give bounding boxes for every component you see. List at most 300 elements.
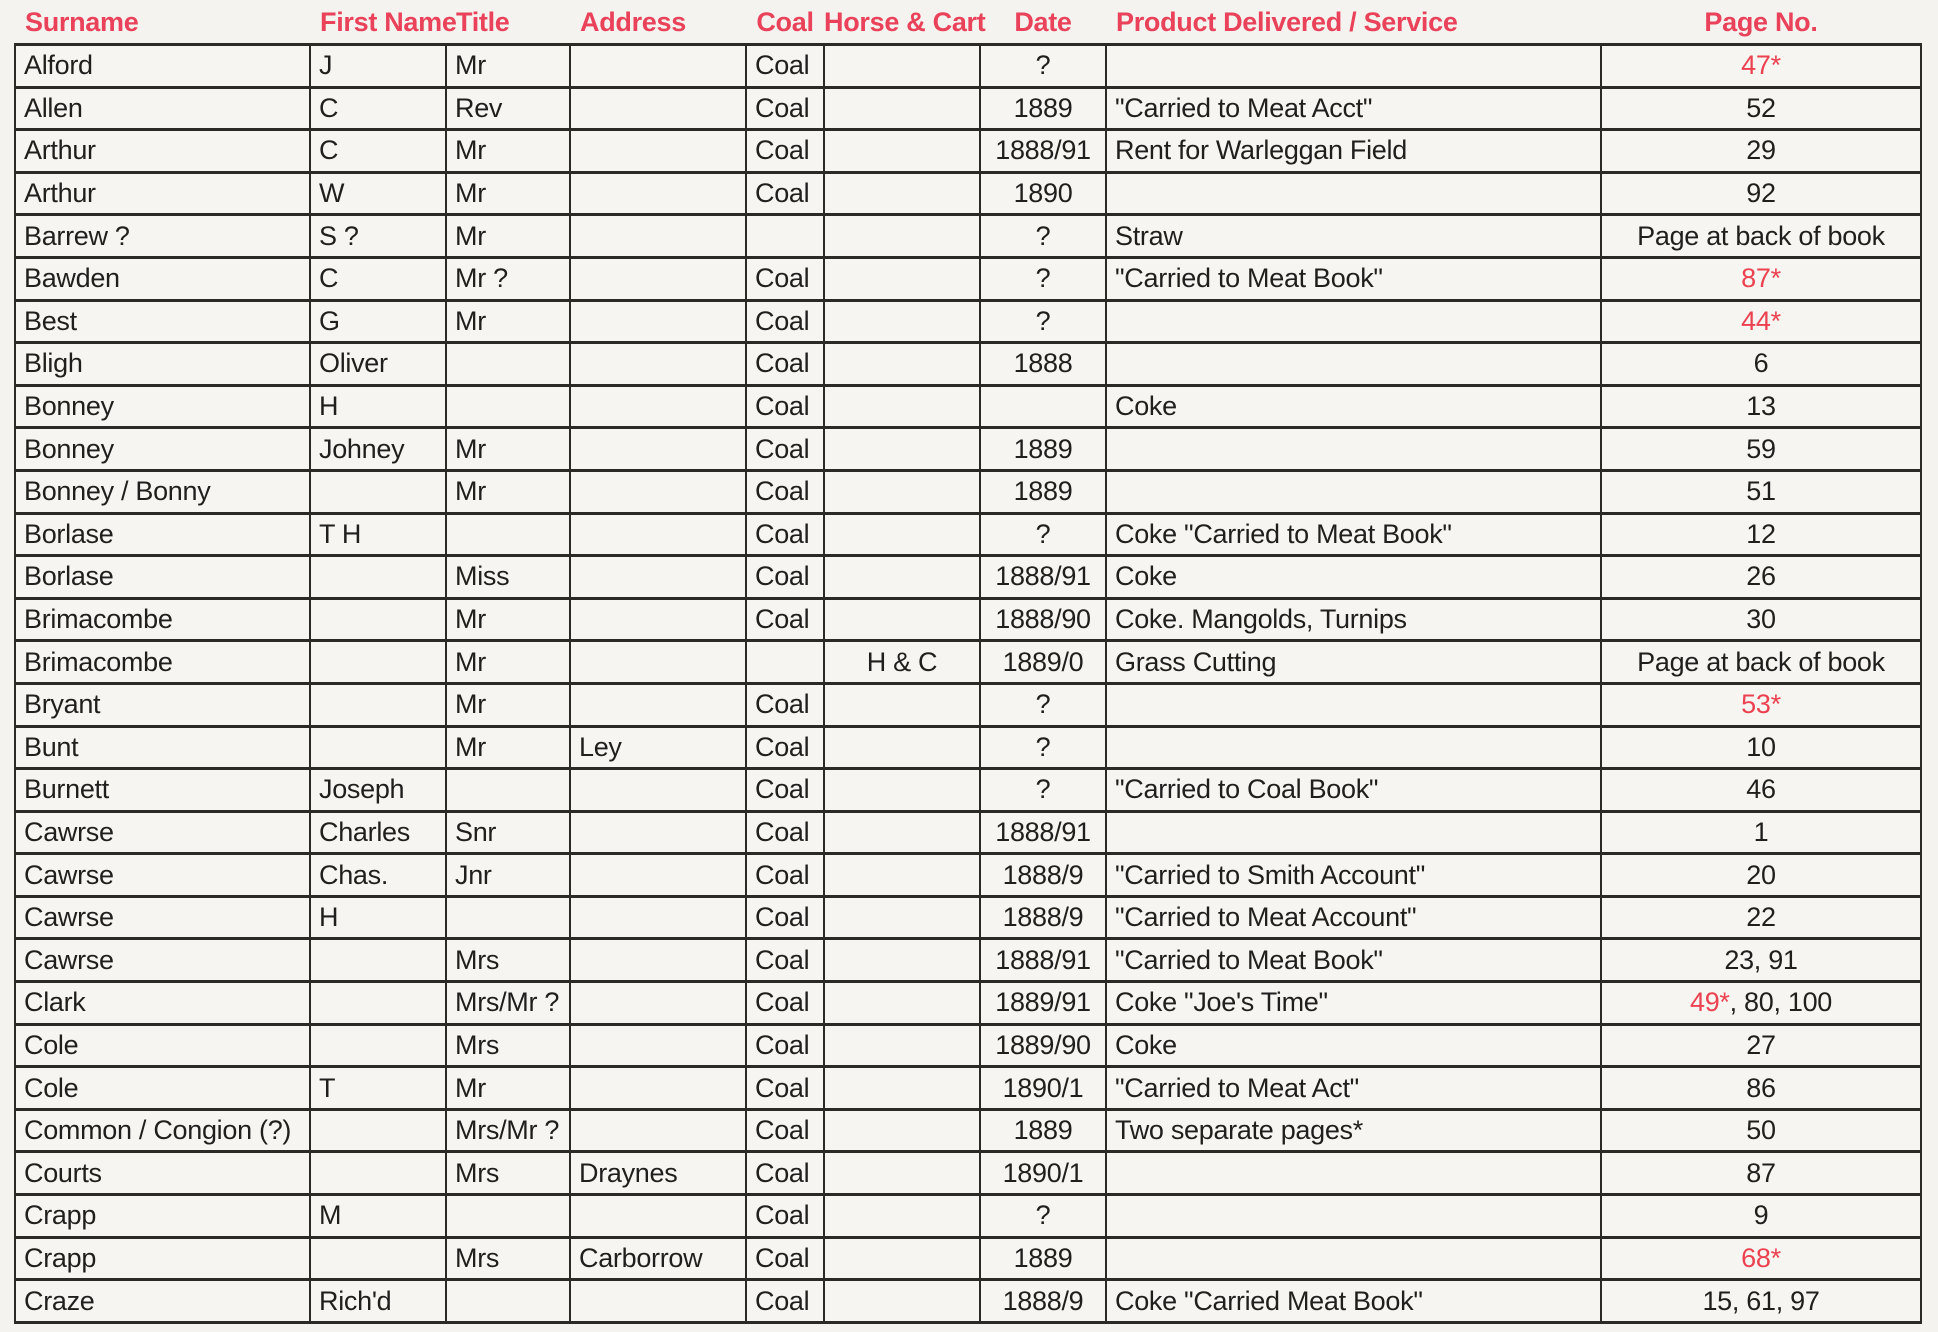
table-row — [15, 1237, 1921, 1280]
cell-coal: Coal — [746, 1152, 824, 1195]
cell-product: "Carried to Smith Account" — [1106, 854, 1601, 897]
cell-first-name: Charles — [310, 811, 446, 854]
page-number: 51 — [1746, 476, 1776, 507]
cell-product — [1106, 300, 1601, 343]
page-number: 87 — [1746, 1157, 1776, 1188]
cell-title — [446, 896, 570, 939]
header-row — [15, 4, 1921, 45]
cell-surname: Brimacombe — [15, 598, 310, 641]
cell-date: 1888/91 — [980, 811, 1106, 854]
cell-address — [570, 1024, 746, 1067]
cell-horse-cart — [824, 726, 980, 769]
cell-address — [570, 811, 746, 854]
cell-address — [570, 513, 746, 556]
header-product: Product Delivered / Service — [1116, 6, 1458, 37]
header-first-name: First Name — [320, 6, 457, 37]
table-row — [15, 939, 1921, 982]
cell-page-no — [1601, 87, 1921, 130]
header-title: Title — [456, 6, 510, 37]
table-row — [15, 598, 1921, 641]
cell-surname: Cawrse — [15, 896, 310, 939]
cell-title: Mr — [446, 215, 570, 258]
cell-date: 1889 — [980, 470, 1106, 513]
cell-title: Mrs — [446, 939, 570, 982]
cell-coal: Coal — [746, 1109, 824, 1152]
cell-date: ? — [980, 45, 1106, 88]
cell-title — [446, 1195, 570, 1238]
cell-first-name: Johney — [310, 428, 446, 471]
cell-surname: Bonney — [15, 385, 310, 428]
cell-first-name — [310, 982, 446, 1025]
cell-page-no — [1601, 343, 1921, 386]
cell-product: Coke "Carried to Meat Book" — [1106, 513, 1601, 556]
cell-first-name: Joseph — [310, 769, 446, 812]
cell-address — [570, 1280, 746, 1323]
cell-coal: Coal — [746, 726, 824, 769]
cell-address: Ley — [570, 726, 746, 769]
cell-title — [446, 343, 570, 386]
cell-product — [1106, 343, 1601, 386]
cell-product: "Carried to Coal Book" — [1106, 769, 1601, 812]
page-number: Page at back of book — [1637, 220, 1885, 251]
cell-coal: Coal — [746, 130, 824, 173]
cell-title: Mrs — [446, 1152, 570, 1195]
cell-date: 1889 — [980, 1109, 1106, 1152]
starred-page-number: 87* — [1741, 263, 1781, 294]
cell-title: Rev — [446, 87, 570, 130]
page-number: 27 — [1746, 1029, 1776, 1060]
cell-horse-cart: H & C — [824, 641, 980, 684]
cell-surname: Crapp — [15, 1237, 310, 1280]
cell-horse-cart — [824, 896, 980, 939]
table-header — [15, 4, 1921, 45]
cell-horse-cart — [824, 854, 980, 897]
cell-surname: Bunt — [15, 726, 310, 769]
cell-coal: Coal — [746, 683, 824, 726]
cell-page-no — [1601, 1152, 1921, 1195]
table-row — [15, 470, 1921, 513]
cell-date: 1889/90 — [980, 1024, 1106, 1067]
page-number: 6 — [1753, 348, 1769, 379]
header-address: Address — [580, 6, 686, 37]
table-row — [15, 343, 1921, 386]
cell-date: ? — [980, 215, 1106, 258]
cell-surname: Bryant — [15, 683, 310, 726]
cell-horse-cart — [824, 45, 980, 88]
cell-product: Coke "Carried Meat Book" — [1106, 1280, 1601, 1323]
cell-horse-cart — [824, 1152, 980, 1195]
table-row — [15, 428, 1921, 471]
cell-product: Coke — [1106, 385, 1601, 428]
cell-date: 1890/1 — [980, 1152, 1106, 1195]
cell-surname: Arthur — [15, 130, 310, 173]
cell-address — [570, 300, 746, 343]
cell-first-name: M — [310, 1195, 446, 1238]
cell-product: Coke "Joe's Time" — [1106, 982, 1601, 1025]
page-number: 59 — [1746, 433, 1776, 464]
cell-horse-cart — [824, 428, 980, 471]
cell-address — [570, 130, 746, 173]
cell-date: 1888/91 — [980, 130, 1106, 173]
header-coal: Coal — [756, 6, 814, 37]
cell-title: Mrs — [446, 1237, 570, 1280]
cell-first-name: J — [310, 45, 446, 88]
cell-horse-cart — [824, 939, 980, 982]
cell-surname: Allen — [15, 87, 310, 130]
cell-address: Draynes — [570, 1152, 746, 1195]
page-number: 13 — [1746, 391, 1776, 422]
cell-title: Mr — [446, 726, 570, 769]
cell-surname: Bonney / Bonny — [15, 470, 310, 513]
cell-product — [1106, 683, 1601, 726]
cell-first-name — [310, 1109, 446, 1152]
cell-title: Mr — [446, 45, 570, 88]
table-row — [15, 45, 1921, 88]
cell-coal: Coal — [746, 87, 824, 130]
cell-product: "Carried to Meat Book" — [1106, 939, 1601, 982]
cell-surname: Borlase — [15, 513, 310, 556]
cell-coal: Coal — [746, 598, 824, 641]
cell-first-name: Chas. — [310, 854, 446, 897]
cell-title: Mr — [446, 130, 570, 173]
starred-page-number: 49* — [1689, 987, 1730, 1018]
cell-horse-cart — [824, 1237, 980, 1280]
table-row — [15, 1195, 1921, 1238]
cell-title — [446, 385, 570, 428]
cell-product — [1106, 428, 1601, 471]
cell-coal: Coal — [746, 982, 824, 1025]
cell-title: Mr — [446, 172, 570, 215]
cell-date: 1888/91 — [980, 939, 1106, 982]
table-row — [15, 1067, 1921, 1110]
cell-page-no — [1601, 641, 1921, 684]
cell-page-no — [1601, 1195, 1921, 1238]
cell-title: Mr — [446, 470, 570, 513]
starred-page-number: 68* — [1741, 1242, 1781, 1273]
cell-page-no — [1601, 726, 1921, 769]
cell-address — [570, 470, 746, 513]
cell-horse-cart — [824, 130, 980, 173]
cell-date: ? — [980, 1195, 1106, 1238]
cell-coal — [746, 641, 824, 684]
cell-date: 1888/9 — [980, 1280, 1106, 1323]
cell-address — [570, 45, 746, 88]
cell-product: "Carried to Meat Act" — [1106, 1067, 1601, 1110]
cell-address — [570, 556, 746, 599]
cell-page-no — [1601, 1024, 1921, 1067]
cell-first-name — [310, 939, 446, 982]
cell-product: Rent for Warleggan Field — [1106, 130, 1601, 173]
cell-product: "Carried to Meat Book" — [1106, 257, 1601, 300]
cell-page-no — [1601, 556, 1921, 599]
cell-horse-cart — [824, 343, 980, 386]
cell-horse-cart — [824, 87, 980, 130]
cell-title: Mr — [446, 428, 570, 471]
cell-address — [570, 683, 746, 726]
table-row — [15, 854, 1921, 897]
cell-horse-cart — [824, 1024, 980, 1067]
cell-date: 1889/91 — [980, 982, 1106, 1025]
page-number: 12 — [1746, 518, 1776, 549]
table-row — [15, 683, 1921, 726]
cell-surname: Clark — [15, 982, 310, 1025]
cell-page-no — [1601, 428, 1921, 471]
cell-title: Mrs/Mr ? — [446, 1109, 570, 1152]
cell-first-name: H — [310, 896, 446, 939]
cell-title: Jnr — [446, 854, 570, 897]
cell-date: 1890 — [980, 172, 1106, 215]
cell-address — [570, 1195, 746, 1238]
cell-page-no — [1601, 45, 1921, 88]
cell-title — [446, 1280, 570, 1323]
cell-surname: Burnett — [15, 769, 310, 812]
cell-date: 1889 — [980, 87, 1106, 130]
cell-horse-cart — [824, 513, 980, 556]
cell-title — [446, 769, 570, 812]
page-number: 15, 61, 97 — [1702, 1285, 1820, 1316]
cell-title: Mr — [446, 300, 570, 343]
cell-surname: Cole — [15, 1067, 310, 1110]
cell-page-no — [1601, 939, 1921, 982]
cell-page-no — [1601, 513, 1921, 556]
cell-address — [570, 641, 746, 684]
cell-date: 1889 — [980, 1237, 1106, 1280]
cell-surname: Crapp — [15, 1195, 310, 1238]
cell-title — [446, 513, 570, 556]
page-number: 46 — [1746, 774, 1776, 805]
cell-page-no — [1601, 385, 1921, 428]
table-row — [15, 1280, 1921, 1323]
page-number: 26 — [1746, 561, 1776, 592]
page-number: Page at back of book — [1637, 646, 1885, 677]
cell-date: 1888/91 — [980, 556, 1106, 599]
cell-date: ? — [980, 513, 1106, 556]
cell-product — [1106, 1195, 1601, 1238]
cell-surname: Craze — [15, 1280, 310, 1323]
cell-coal: Coal — [746, 854, 824, 897]
starred-page-number: 53* — [1741, 689, 1781, 720]
cell-coal: Coal — [746, 1067, 824, 1110]
cell-page-no — [1601, 215, 1921, 258]
page-number: 10 — [1746, 731, 1776, 762]
page-number: 29 — [1746, 135, 1776, 166]
cell-page-no — [1601, 1237, 1921, 1280]
table-row — [15, 215, 1921, 258]
cell-date: ? — [980, 769, 1106, 812]
cell-product — [1106, 470, 1601, 513]
cell-first-name: C — [310, 130, 446, 173]
cell-first-name — [310, 1024, 446, 1067]
cell-first-name — [310, 598, 446, 641]
cell-surname: Bawden — [15, 257, 310, 300]
cell-date — [980, 385, 1106, 428]
cell-surname: Cole — [15, 1024, 310, 1067]
cell-product: "Carried to Meat Account" — [1106, 896, 1601, 939]
cell-surname: Courts — [15, 1152, 310, 1195]
cell-address — [570, 87, 746, 130]
cell-product: "Carried to Meat Acct" — [1106, 87, 1601, 130]
cell-page-no — [1601, 300, 1921, 343]
cell-page-no — [1601, 811, 1921, 854]
table-row — [15, 1024, 1921, 1067]
page-number: 23, 91 — [1724, 944, 1798, 975]
cell-coal: Coal — [746, 513, 824, 556]
table-row — [15, 87, 1921, 130]
table-row — [15, 1109, 1921, 1152]
header-horse-cart: Horse & Cart — [824, 6, 986, 37]
cell-page-no — [1601, 257, 1921, 300]
table-row — [15, 513, 1921, 556]
table-row — [15, 896, 1921, 939]
cell-horse-cart — [824, 385, 980, 428]
cell-date: 1889/0 — [980, 641, 1106, 684]
cell-surname: Best — [15, 300, 310, 343]
cell-surname: Cawrse — [15, 939, 310, 982]
table-row — [15, 641, 1921, 684]
cell-address — [570, 939, 746, 982]
cell-horse-cart — [824, 811, 980, 854]
page-number: 50 — [1746, 1115, 1776, 1146]
cell-page-no — [1601, 1280, 1921, 1323]
cell-date: 1889 — [980, 428, 1106, 471]
starred-page-number: 44* — [1741, 305, 1781, 336]
table-row — [15, 130, 1921, 173]
cell-product: Grass Cutting — [1106, 641, 1601, 684]
cell-horse-cart — [824, 769, 980, 812]
cell-product — [1106, 1237, 1601, 1280]
cell-coal: Coal — [746, 470, 824, 513]
cell-title: Mr — [446, 683, 570, 726]
cell-first-name — [310, 470, 446, 513]
table-row — [15, 257, 1921, 300]
cell-page-no — [1601, 172, 1921, 215]
cell-product — [1106, 172, 1601, 215]
cell-product: Two separate pages* — [1106, 1109, 1601, 1152]
cell-page-no — [1601, 896, 1921, 939]
header-date: Date — [1014, 6, 1072, 37]
cell-first-name: T H — [310, 513, 446, 556]
cell-surname: Bonney — [15, 428, 310, 471]
cell-page-no — [1601, 683, 1921, 726]
cell-date: 1888/9 — [980, 896, 1106, 939]
cell-address — [570, 343, 746, 386]
cell-first-name: S ? — [310, 215, 446, 258]
page-number: , 80, 100 — [1729, 987, 1833, 1018]
table-body — [15, 45, 1921, 1323]
cell-horse-cart — [824, 598, 980, 641]
cell-surname: Common / Congion (?) — [15, 1109, 310, 1152]
cell-product — [1106, 726, 1601, 769]
table-row — [15, 726, 1921, 769]
cell-first-name: T — [310, 1067, 446, 1110]
table-row — [15, 811, 1921, 854]
cell-first-name: W — [310, 172, 446, 215]
cell-horse-cart — [824, 683, 980, 726]
cell-coal: Coal — [746, 1280, 824, 1323]
cell-address — [570, 1109, 746, 1152]
cell-product: Coke. Mangolds, Turnips — [1106, 598, 1601, 641]
cell-coal — [746, 215, 824, 258]
cell-horse-cart — [824, 1195, 980, 1238]
header-surname: Surname — [25, 6, 139, 37]
page-number: 86 — [1746, 1072, 1776, 1103]
cell-coal: Coal — [746, 45, 824, 88]
cell-address — [570, 257, 746, 300]
table-row — [15, 769, 1921, 812]
cell-title: Mr ? — [446, 257, 570, 300]
cell-product — [1106, 1152, 1601, 1195]
page-number: 9 — [1753, 1200, 1769, 1231]
cell-surname: Brimacombe — [15, 641, 310, 684]
cell-product: Coke — [1106, 556, 1601, 599]
cell-coal: Coal — [746, 385, 824, 428]
cell-address — [570, 1067, 746, 1110]
cell-horse-cart — [824, 172, 980, 215]
cell-first-name — [310, 1237, 446, 1280]
cell-page-no — [1601, 982, 1921, 1025]
cell-surname: Arthur — [15, 172, 310, 215]
cell-first-name — [310, 641, 446, 684]
cell-title: Mr — [446, 1067, 570, 1110]
header-page-no: Page No. — [1704, 6, 1818, 37]
cell-date: 1888/90 — [980, 598, 1106, 641]
cell-horse-cart — [824, 982, 980, 1025]
cell-date: ? — [980, 683, 1106, 726]
cell-first-name: Rich'd — [310, 1280, 446, 1323]
cell-address — [570, 854, 746, 897]
table-row — [15, 385, 1921, 428]
page-number: 30 — [1746, 604, 1776, 635]
cell-address — [570, 769, 746, 812]
cell-address — [570, 982, 746, 1025]
cell-page-no — [1601, 769, 1921, 812]
cell-surname: Alford — [15, 45, 310, 88]
cell-coal: Coal — [746, 300, 824, 343]
page-number: 1 — [1753, 816, 1769, 847]
cell-coal: Coal — [746, 769, 824, 812]
page-number: 20 — [1746, 859, 1776, 890]
table-row — [15, 300, 1921, 343]
cell-first-name — [310, 1152, 446, 1195]
starred-page-number: 47* — [1741, 50, 1781, 81]
cell-coal: Coal — [746, 939, 824, 982]
cell-first-name: H — [310, 385, 446, 428]
cell-coal: Coal — [746, 257, 824, 300]
cell-product — [1106, 811, 1601, 854]
cell-title: Mr — [446, 641, 570, 684]
cell-surname: Cawrse — [15, 811, 310, 854]
cell-coal: Coal — [746, 1237, 824, 1280]
cell-page-no — [1601, 1109, 1921, 1152]
cell-horse-cart — [824, 470, 980, 513]
cell-horse-cart — [824, 1067, 980, 1110]
cell-horse-cart — [824, 1109, 980, 1152]
cell-surname: Barrew ? — [15, 215, 310, 258]
cell-page-no — [1601, 598, 1921, 641]
cell-title: Miss — [446, 556, 570, 599]
cell-first-name — [310, 726, 446, 769]
cell-first-name: Oliver — [310, 343, 446, 386]
cell-date: ? — [980, 257, 1106, 300]
page-number: 22 — [1746, 902, 1776, 933]
cell-address — [570, 172, 746, 215]
cell-product: Coke — [1106, 1024, 1601, 1067]
table-row — [15, 172, 1921, 215]
cell-coal: Coal — [746, 811, 824, 854]
cell-surname: Cawrse — [15, 854, 310, 897]
cell-address — [570, 385, 746, 428]
cell-title: Mrs/Mr ? — [446, 982, 570, 1025]
